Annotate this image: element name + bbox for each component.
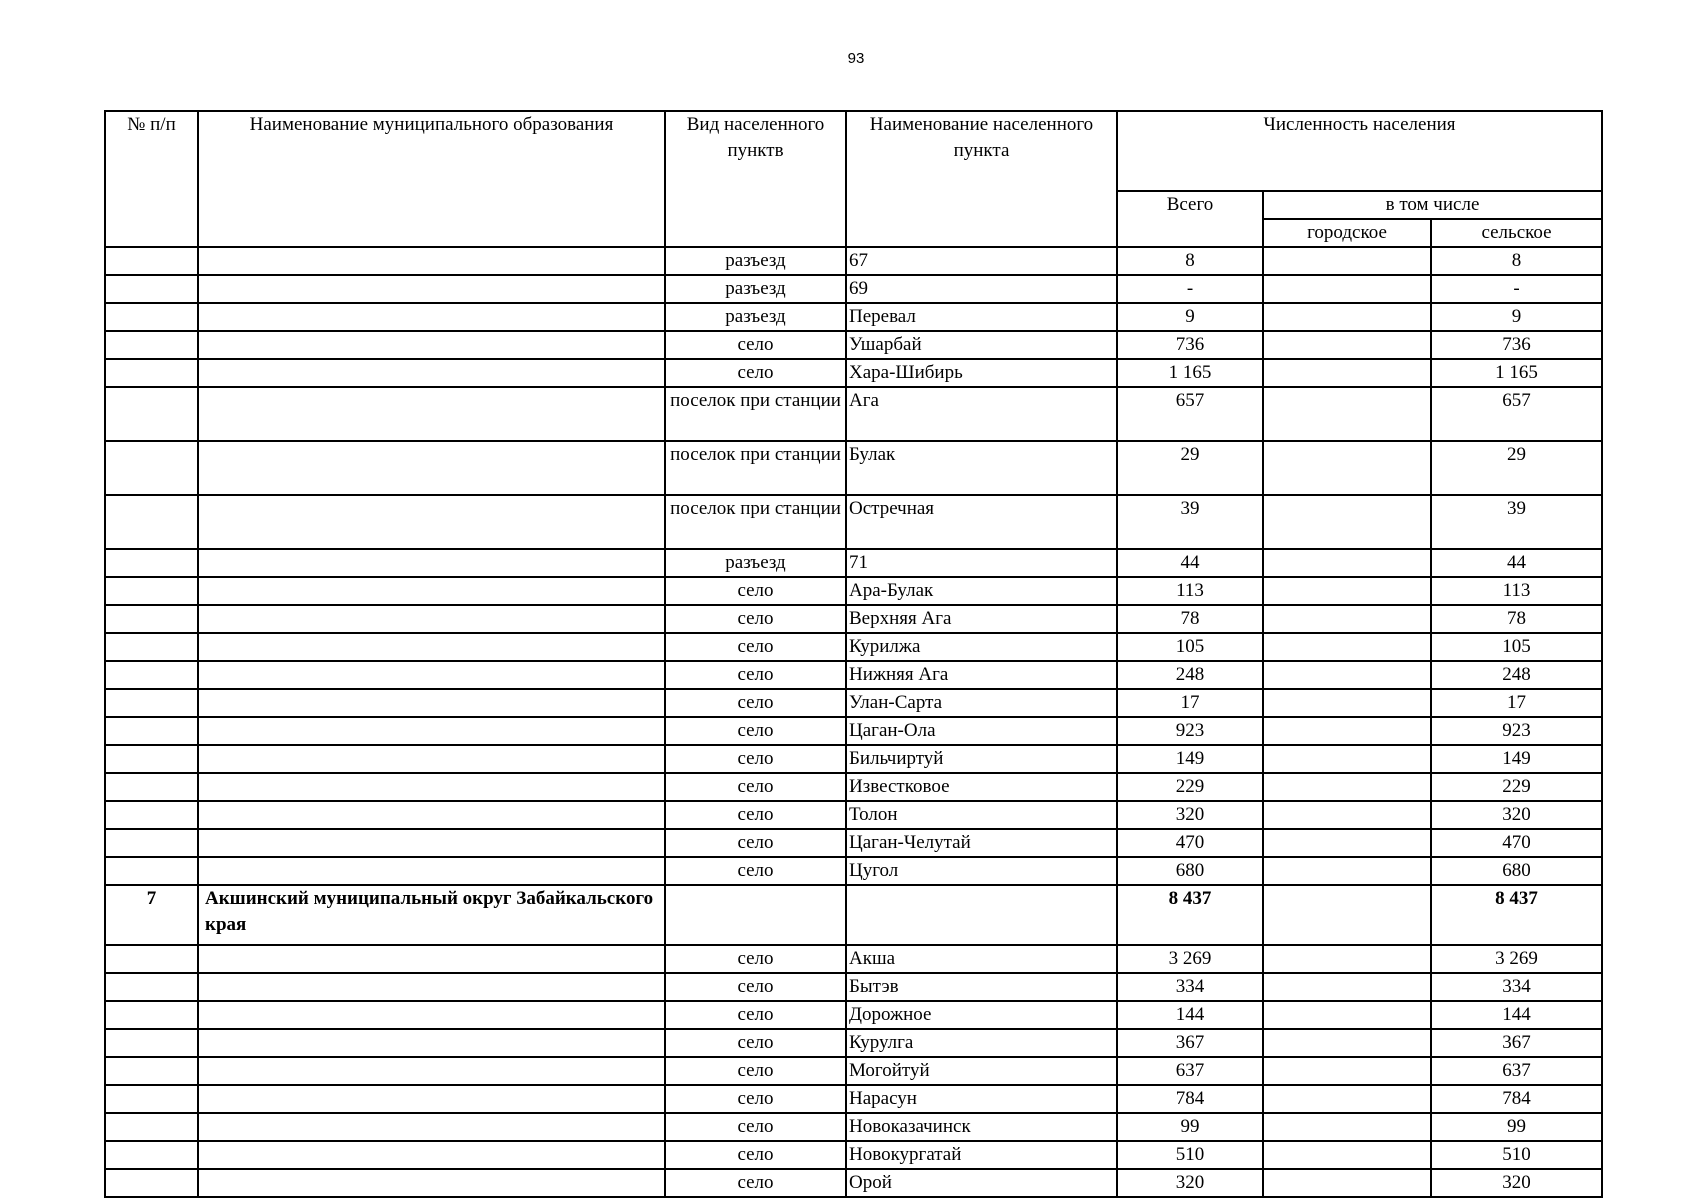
table-row bbox=[105, 857, 1602, 885]
table-row bbox=[105, 1113, 1602, 1141]
cell-rural: 637 bbox=[1431, 1057, 1602, 1085]
cell-total: 470 bbox=[1117, 829, 1263, 857]
cell-type: село bbox=[665, 945, 846, 973]
cell-urban bbox=[1263, 829, 1431, 857]
cell-type: село bbox=[665, 577, 846, 605]
cell-urban bbox=[1263, 359, 1431, 387]
cell-settlement-name: Цугол bbox=[846, 857, 1117, 885]
cell-urban bbox=[1263, 1057, 1431, 1085]
cell-settlement-name: Верхняя Ага bbox=[846, 605, 1117, 633]
cell-settlement-name: Курулга bbox=[846, 1029, 1117, 1057]
table-row bbox=[105, 441, 1602, 495]
cell-type: поселок при станции bbox=[665, 495, 846, 549]
table-header bbox=[105, 111, 1602, 247]
cell-num bbox=[105, 387, 198, 441]
cell-mo-name bbox=[198, 801, 665, 829]
cell-mo-name bbox=[198, 745, 665, 773]
table-row bbox=[105, 633, 1602, 661]
cell-total: 105 bbox=[1117, 633, 1263, 661]
cell-total: 229 bbox=[1117, 773, 1263, 801]
cell-rural: 736 bbox=[1431, 331, 1602, 359]
cell-urban bbox=[1263, 331, 1431, 359]
cell-total: 3 269 bbox=[1117, 945, 1263, 973]
cell-type: село bbox=[665, 1169, 846, 1197]
cell-mo-name bbox=[198, 1001, 665, 1029]
cell-rural: 784 bbox=[1431, 1085, 1602, 1113]
cell-mo-name bbox=[198, 1085, 665, 1113]
cell-rural: 657 bbox=[1431, 387, 1602, 441]
cell-total: 248 bbox=[1117, 661, 1263, 689]
cell-settlement-name: 71 bbox=[846, 549, 1117, 577]
cell-total: 9 bbox=[1117, 303, 1263, 331]
cell-type: село bbox=[665, 717, 846, 745]
cell-settlement-name: Улан-Сарта bbox=[846, 689, 1117, 717]
table-row bbox=[105, 945, 1602, 973]
cell-mo-name bbox=[198, 829, 665, 857]
page-number: 93 bbox=[847, 50, 865, 67]
district-row bbox=[105, 885, 1602, 945]
cell-rural: 9 bbox=[1431, 303, 1602, 331]
cell-mo-name bbox=[198, 1113, 665, 1141]
cell-rural: 248 bbox=[1431, 661, 1602, 689]
cell-num bbox=[105, 773, 198, 801]
header-population: Численность населения bbox=[1117, 111, 1602, 191]
table-row bbox=[105, 829, 1602, 857]
table-row bbox=[105, 1169, 1602, 1197]
table-body bbox=[105, 247, 1602, 1197]
cell-total: 736 bbox=[1117, 331, 1263, 359]
header-type: Вид населенного пунктв bbox=[665, 111, 846, 247]
cell-num bbox=[105, 441, 198, 495]
cell-urban bbox=[1263, 885, 1431, 945]
cell-total: 657 bbox=[1117, 387, 1263, 441]
cell-total: 149 bbox=[1117, 745, 1263, 773]
cell-mo-name bbox=[198, 359, 665, 387]
cell-rural: 29 bbox=[1431, 441, 1602, 495]
table-row bbox=[105, 773, 1602, 801]
cell-type: село bbox=[665, 1113, 846, 1141]
cell-mo-name bbox=[198, 247, 665, 275]
cell-urban bbox=[1263, 717, 1431, 745]
cell-mo-name bbox=[198, 1057, 665, 1085]
table-row bbox=[105, 717, 1602, 745]
cell-type bbox=[665, 885, 846, 945]
header-rural: сельское bbox=[1431, 219, 1602, 247]
cell-total: 680 bbox=[1117, 857, 1263, 885]
cell-urban bbox=[1263, 857, 1431, 885]
cell-num bbox=[105, 1113, 198, 1141]
cell-settlement-name: Дорожное bbox=[846, 1001, 1117, 1029]
cell-num bbox=[105, 689, 198, 717]
cell-type: поселок при станции bbox=[665, 387, 846, 441]
cell-rural: 44 bbox=[1431, 549, 1602, 577]
table-row bbox=[105, 303, 1602, 331]
header-total: Всего bbox=[1117, 191, 1263, 247]
cell-settlement-name: Орой bbox=[846, 1169, 1117, 1197]
table-row bbox=[105, 1029, 1602, 1057]
cell-settlement-name bbox=[846, 885, 1117, 945]
cell-type: разъезд bbox=[665, 549, 846, 577]
cell-settlement-name: Бильчиртуй bbox=[846, 745, 1117, 773]
cell-mo-name bbox=[198, 577, 665, 605]
cell-mo-name bbox=[198, 441, 665, 495]
cell-num: 7 bbox=[105, 885, 198, 945]
cell-settlement-name: Цаган-Челутай bbox=[846, 829, 1117, 857]
table-row bbox=[105, 689, 1602, 717]
cell-urban bbox=[1263, 577, 1431, 605]
cell-total: 17 bbox=[1117, 689, 1263, 717]
table-row bbox=[105, 495, 1602, 549]
cell-type: поселок при станции bbox=[665, 441, 846, 495]
cell-num bbox=[105, 661, 198, 689]
cell-rural: 510 bbox=[1431, 1141, 1602, 1169]
cell-num bbox=[105, 1029, 198, 1057]
cell-urban bbox=[1263, 605, 1431, 633]
cell-urban bbox=[1263, 1029, 1431, 1057]
cell-num bbox=[105, 495, 198, 549]
cell-mo-name bbox=[198, 973, 665, 1001]
cell-urban bbox=[1263, 1113, 1431, 1141]
cell-mo-name bbox=[198, 331, 665, 359]
cell-num bbox=[105, 577, 198, 605]
header-name: Наименование населенного пункта bbox=[846, 111, 1117, 247]
cell-type: разъезд bbox=[665, 247, 846, 275]
table-row bbox=[105, 1057, 1602, 1085]
cell-rural: 334 bbox=[1431, 973, 1602, 1001]
cell-type: село bbox=[665, 773, 846, 801]
cell-urban bbox=[1263, 633, 1431, 661]
cell-type: село bbox=[665, 605, 846, 633]
cell-urban bbox=[1263, 973, 1431, 1001]
cell-rural: 144 bbox=[1431, 1001, 1602, 1029]
cell-total: 784 bbox=[1117, 1085, 1263, 1113]
cell-settlement-name: Булак bbox=[846, 441, 1117, 495]
population-table bbox=[104, 110, 1603, 1198]
cell-num bbox=[105, 1085, 198, 1113]
cell-total: 334 bbox=[1117, 973, 1263, 1001]
cell-settlement-name: Новоказачинск bbox=[846, 1113, 1117, 1141]
cell-rural: 149 bbox=[1431, 745, 1602, 773]
table-row bbox=[105, 359, 1602, 387]
cell-num bbox=[105, 303, 198, 331]
cell-urban bbox=[1263, 1001, 1431, 1029]
cell-total: 39 bbox=[1117, 495, 1263, 549]
cell-num bbox=[105, 1141, 198, 1169]
cell-urban bbox=[1263, 275, 1431, 303]
table-row bbox=[105, 1001, 1602, 1029]
cell-type: село bbox=[665, 1141, 846, 1169]
cell-total: 320 bbox=[1117, 1169, 1263, 1197]
cell-mo-name bbox=[198, 1029, 665, 1057]
table-row bbox=[105, 661, 1602, 689]
cell-settlement-name: Ара-Булак bbox=[846, 577, 1117, 605]
cell-mo-name bbox=[198, 773, 665, 801]
table-row bbox=[105, 549, 1602, 577]
cell-settlement-name: Перевал bbox=[846, 303, 1117, 331]
cell-type: село bbox=[665, 857, 846, 885]
cell-type: село bbox=[665, 633, 846, 661]
cell-rural: 8 437 bbox=[1431, 885, 1602, 945]
cell-total: 44 bbox=[1117, 549, 1263, 577]
cell-mo-name bbox=[198, 387, 665, 441]
cell-num bbox=[105, 1169, 198, 1197]
cell-type: село bbox=[665, 801, 846, 829]
cell-mo-name bbox=[198, 1141, 665, 1169]
cell-urban bbox=[1263, 801, 1431, 829]
cell-total: 99 bbox=[1117, 1113, 1263, 1141]
cell-urban bbox=[1263, 661, 1431, 689]
cell-num bbox=[105, 1057, 198, 1085]
cell-rural: 113 bbox=[1431, 577, 1602, 605]
cell-mo-name bbox=[198, 495, 665, 549]
cell-type: село bbox=[665, 661, 846, 689]
cell-settlement-name: 69 bbox=[846, 275, 1117, 303]
cell-num bbox=[105, 359, 198, 387]
cell-num bbox=[105, 331, 198, 359]
cell-type: село bbox=[665, 359, 846, 387]
cell-settlement-name: Толон bbox=[846, 801, 1117, 829]
cell-urban bbox=[1263, 549, 1431, 577]
cell-total: 144 bbox=[1117, 1001, 1263, 1029]
table-row bbox=[105, 275, 1602, 303]
cell-settlement-name: Остречная bbox=[846, 495, 1117, 549]
cell-urban bbox=[1263, 441, 1431, 495]
cell-urban bbox=[1263, 1169, 1431, 1197]
cell-total: 8 bbox=[1117, 247, 1263, 275]
cell-settlement-name: Хара-Шибирь bbox=[846, 359, 1117, 387]
cell-rural: - bbox=[1431, 275, 1602, 303]
cell-rural: 39 bbox=[1431, 495, 1602, 549]
cell-type: село bbox=[665, 745, 846, 773]
table-row bbox=[105, 801, 1602, 829]
cell-mo-name: Акшинский муниципальный округ Забайкальского края bbox=[198, 885, 665, 945]
cell-settlement-name: Курилжа bbox=[846, 633, 1117, 661]
cell-rural: 320 bbox=[1431, 1169, 1602, 1197]
cell-mo-name bbox=[198, 661, 665, 689]
cell-num bbox=[105, 801, 198, 829]
cell-settlement-name: 67 bbox=[846, 247, 1117, 275]
cell-total: 8 437 bbox=[1117, 885, 1263, 945]
cell-num bbox=[105, 745, 198, 773]
cell-urban bbox=[1263, 1085, 1431, 1113]
cell-rural: 78 bbox=[1431, 605, 1602, 633]
cell-urban bbox=[1263, 745, 1431, 773]
cell-settlement-name: Известковое bbox=[846, 773, 1117, 801]
cell-num bbox=[105, 717, 198, 745]
table-row bbox=[105, 973, 1602, 1001]
table-row bbox=[105, 387, 1602, 441]
cell-total: 1 165 bbox=[1117, 359, 1263, 387]
cell-total: 320 bbox=[1117, 801, 1263, 829]
table-row bbox=[105, 247, 1602, 275]
cell-urban bbox=[1263, 945, 1431, 973]
cell-settlement-name: Новокургатай bbox=[846, 1141, 1117, 1169]
cell-type: село bbox=[665, 1001, 846, 1029]
table-row bbox=[105, 1141, 1602, 1169]
cell-rural: 680 bbox=[1431, 857, 1602, 885]
cell-num bbox=[105, 247, 198, 275]
cell-rural: 923 bbox=[1431, 717, 1602, 745]
cell-rural: 229 bbox=[1431, 773, 1602, 801]
cell-type: разъезд bbox=[665, 275, 846, 303]
cell-type: село bbox=[665, 829, 846, 857]
cell-mo-name bbox=[198, 275, 665, 303]
cell-total: 510 bbox=[1117, 1141, 1263, 1169]
table-row bbox=[105, 745, 1602, 773]
cell-type: село bbox=[665, 1085, 846, 1113]
cell-type: село bbox=[665, 331, 846, 359]
cell-rural: 1 165 bbox=[1431, 359, 1602, 387]
cell-total: 923 bbox=[1117, 717, 1263, 745]
cell-settlement-name: Ушарбай bbox=[846, 331, 1117, 359]
cell-rural: 17 bbox=[1431, 689, 1602, 717]
cell-rural: 367 bbox=[1431, 1029, 1602, 1057]
cell-mo-name bbox=[198, 945, 665, 973]
cell-num bbox=[105, 1001, 198, 1029]
cell-mo-name bbox=[198, 689, 665, 717]
cell-num bbox=[105, 973, 198, 1001]
cell-num bbox=[105, 633, 198, 661]
table-row bbox=[105, 605, 1602, 633]
cell-total: 78 bbox=[1117, 605, 1263, 633]
cell-urban bbox=[1263, 387, 1431, 441]
cell-total: 367 bbox=[1117, 1029, 1263, 1057]
cell-urban bbox=[1263, 247, 1431, 275]
cell-type: разъезд bbox=[665, 303, 846, 331]
cell-num bbox=[105, 605, 198, 633]
cell-num bbox=[105, 857, 198, 885]
cell-settlement-name: Цаган-Ола bbox=[846, 717, 1117, 745]
cell-rural: 3 269 bbox=[1431, 945, 1602, 973]
header-num: № п/п bbox=[105, 111, 198, 247]
header-mo-name: Наименование муниципального образования bbox=[198, 111, 665, 247]
cell-num bbox=[105, 829, 198, 857]
cell-urban bbox=[1263, 495, 1431, 549]
cell-total: 113 bbox=[1117, 577, 1263, 605]
cell-mo-name bbox=[198, 1169, 665, 1197]
cell-mo-name bbox=[198, 605, 665, 633]
cell-urban bbox=[1263, 773, 1431, 801]
cell-rural: 320 bbox=[1431, 801, 1602, 829]
cell-type: село bbox=[665, 689, 846, 717]
cell-num bbox=[105, 945, 198, 973]
table-row bbox=[105, 1085, 1602, 1113]
table-row bbox=[105, 331, 1602, 359]
cell-settlement-name: Ага bbox=[846, 387, 1117, 441]
cell-num bbox=[105, 275, 198, 303]
cell-mo-name bbox=[198, 633, 665, 661]
cell-total: 29 bbox=[1117, 441, 1263, 495]
cell-settlement-name: Нижняя Ага bbox=[846, 661, 1117, 689]
cell-type: село bbox=[665, 1029, 846, 1057]
cell-total: - bbox=[1117, 275, 1263, 303]
cell-mo-name bbox=[198, 857, 665, 885]
cell-settlement-name: Акша bbox=[846, 945, 1117, 973]
cell-settlement-name: Нарасун bbox=[846, 1085, 1117, 1113]
cell-urban bbox=[1263, 303, 1431, 331]
cell-mo-name bbox=[198, 549, 665, 577]
cell-rural: 105 bbox=[1431, 633, 1602, 661]
header-urban: городское bbox=[1263, 219, 1431, 247]
cell-num bbox=[105, 549, 198, 577]
cell-total: 637 bbox=[1117, 1057, 1263, 1085]
header-including: в том числе bbox=[1263, 191, 1602, 219]
cell-type: село bbox=[665, 1057, 846, 1085]
cell-mo-name bbox=[198, 303, 665, 331]
cell-settlement-name: Могойтуй bbox=[846, 1057, 1117, 1085]
table-row bbox=[105, 577, 1602, 605]
cell-mo-name bbox=[198, 717, 665, 745]
cell-rural: 8 bbox=[1431, 247, 1602, 275]
cell-urban bbox=[1263, 1141, 1431, 1169]
cell-rural: 470 bbox=[1431, 829, 1602, 857]
cell-rural: 99 bbox=[1431, 1113, 1602, 1141]
cell-urban bbox=[1263, 689, 1431, 717]
cell-type: село bbox=[665, 973, 846, 1001]
cell-settlement-name: Бытэв bbox=[846, 973, 1117, 1001]
